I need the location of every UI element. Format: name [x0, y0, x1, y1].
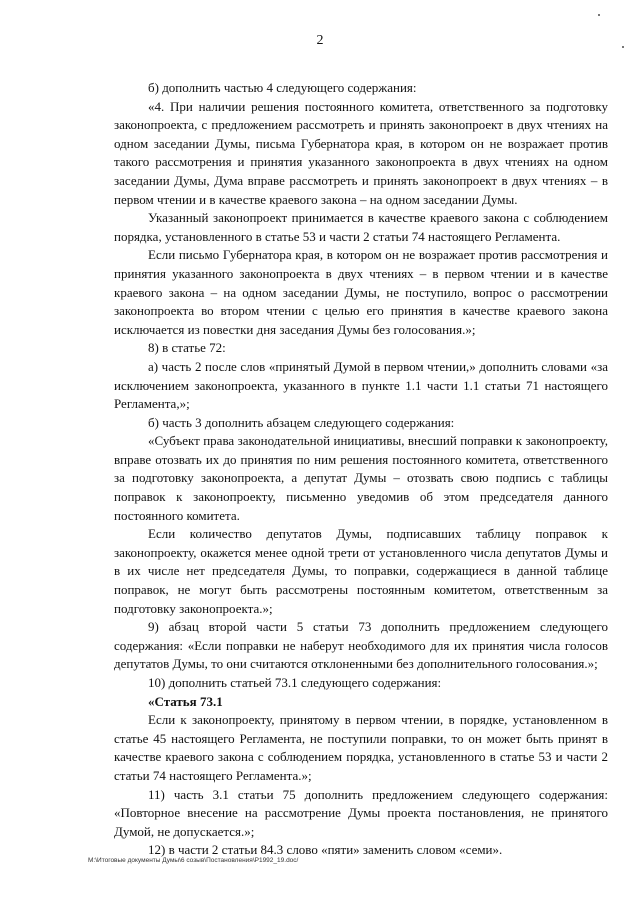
- paragraph: а) часть 2 после слов «принятый Думой в первом чтении,» дополнить словами «за исключением законопроекта, указанного в пункте 1.1 части 1.1 статьи 71 настоящего Регламента,»;: [114, 358, 608, 412]
- paragraph: б) дополнить частью 4 следующего содержания:: [148, 80, 417, 95]
- paragraph: б) часть 3 дополнить абзацем следующего содержания:: [148, 414, 455, 430]
- paragraph: 12) в части 2 статьи 84.3 слово «пяти» заменить словом «семи».: [148, 842, 503, 858]
- paragraph: Если количество депутатов Думы, подписавших таблицу поправок к законопроекту, окажется менее одной трети от установленного числа депутатов Думы и в их числе нет председателя Думы, то поправки, содержащиеся в данной таблице поправок, не могут быть рассмотрены постоянным комитетом, ответственным за подготовку законопроекта.»;: [114, 526, 608, 616]
- paragraph: 10) дополнить статьей 73.1 следующего содержания:: [148, 675, 442, 690]
- paragraph: Указанный законопроект принимается в качестве краевого закона с соблюдением порядка, установленного в статье 53 и части 2 статьи 74 настоящего Регламента.: [114, 210, 608, 244]
- paragraph: Если письмо Губернатора края, в котором он не возражает против рассмотрения и принятия указанного законопроекта в двух чтениях – в первом чтении и в качестве краевого закона – на одном заседании Думы, не поступило, вопрос о рассмотрении законопроекта во втором чтении с целью его принятия в качестве краевого закона исключается из повестки дня заседания Думы без голосования.»;: [114, 247, 608, 337]
- paragraph: 9) абзац второй части 5 статьи 73 дополнить предложением следующего содержания: «Если поправки не наберут необходимого для их принятия числа голосов депутатов Думы, то они считаются отклоненными без дополнительного голосования.»;: [114, 619, 608, 672]
- scan-speck: [598, 14, 600, 16]
- document-body: [114, 79, 608, 860]
- page-number: 2: [316, 33, 324, 48]
- paragraph: «Субъект права законодательной инициативы, внесший поправки к законопроекту, вправе отозвать их до принятия по ним решения постоянного комитета, ответственного за подготовку законопроекта, а депутат Думы – отозвать свою подпись с таблицы поправок к законопроекту, письменно уведомив об этом председателя данного постоянного комитета.: [114, 433, 608, 523]
- paragraph: 8) в статье 72:: [148, 340, 226, 356]
- paragraph: Если к законопроекту, принятому в первом чтении, в порядке, установленном в статье 45 настоящего Регламента, не поступили поправки, то он может быть принят в качестве краевого закона с соблюдением порядка, установленного в статье 53 и части 2 статьи 74 настоящего Регламента.»;: [114, 712, 608, 783]
- scan-speck: [622, 46, 624, 48]
- paragraph: 11) часть 3.1 статьи 75 дополнить предложением следующего содержания: «Повторное внесение на рассмотрение Думы проекта постановления, не принятого Думой, не допускается.»;: [114, 786, 608, 839]
- article-heading: «Статья 73.1: [148, 693, 223, 709]
- paragraph: «4. При наличии решения постоянного комитета, ответственного за подготовку законопроекта, с предложением рассмотреть и принять законопроект в двух чтениях на одном заседании Думы, письма Губернатора края, в котором он не возражает против такого рассмотрения и принятия указанного законопроекта в двух чтениях на одном заседании Думы, Дума вправе рассмотреть и принять законопроект в двух чтениях – в первом чтении и в качестве краевого закона – на одном заседании Думы.: [114, 98, 608, 207]
- file-path-footer: M:\Итоговые документы Думы\6 созыв\Постановления\Р1992_19.doc/: [88, 857, 299, 864]
